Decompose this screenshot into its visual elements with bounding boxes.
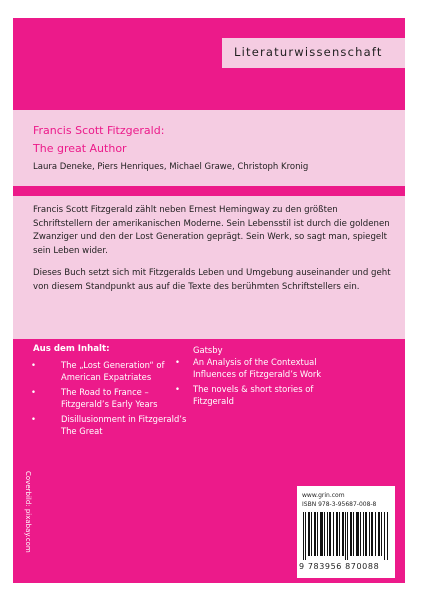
category-label: Literaturwissenschaft [234, 45, 383, 59]
toc-item-continuation: Gatsby [193, 345, 223, 355]
title-line-1: Francis Scott Fitzgerald: [33, 124, 165, 137]
toc-item: • Disillusionment in Fitzgerald’s The Great [31, 414, 187, 436]
barcode-panel [297, 486, 395, 578]
cover-image-credit: Coverbild: pixabay.com [24, 471, 32, 553]
bullet-icon: • [31, 414, 36, 424]
bullet-icon: • [175, 384, 180, 394]
description-paragraph-2: Dieses Buch setzt sich mit Fitzgeralds Leben und Umgebung auseinander und geht von diesem Standpunkt aus auf die Texte des berühmten Schriftstellers ein. [33, 268, 391, 292]
toc-item: • An Analysis of the Contextual Influences of Fitzgerald’s Work [175, 357, 322, 379]
toc-item: • The „Lost Generation“ of American Expatriates [31, 360, 165, 382]
toc-heading: Aus dem Inhalt: [33, 344, 110, 354]
isbn-label: ISBN 978-3-95687-008-8 [302, 501, 377, 508]
title-line-2: The great Author [33, 142, 127, 155]
toc-list-right [175, 344, 345, 410]
toc-list-left [31, 359, 191, 440]
bullet-icon: • [175, 357, 180, 367]
book-title [33, 122, 164, 158]
barcode-icon [303, 512, 389, 560]
toc-item: • The novels & short stories of Fitzgerald [175, 384, 314, 406]
bullet-icon: • [31, 387, 36, 397]
barcode-number: 9 783956 870088 [299, 562, 380, 571]
toc-item: • The Road to France – Fitzgerald’s Early Years [31, 387, 158, 409]
author-list: Laura Deneke, Piers Henriques, Michael Grawe, Christoph Kronig [33, 162, 309, 172]
category-banner [222, 38, 405, 68]
book-back-cover [13, 18, 405, 583]
description-text [33, 204, 393, 303]
description-panel [13, 196, 405, 339]
publisher-website: www.grin.com [302, 492, 345, 499]
description-paragraph-1: Francis Scott Fitzgerald zählt neben Ernest Hemingway zu den größten Schriftstellern der amerikanischen Moderne. Sein Lebensstil ist durch die goldenen Zwanziger und den der Lost Generation geprägt. Sein Werk, so sagt man, spiegelt sein Leben wider. [33, 205, 390, 256]
title-panel [13, 110, 405, 186]
bullet-icon: • [31, 360, 36, 370]
